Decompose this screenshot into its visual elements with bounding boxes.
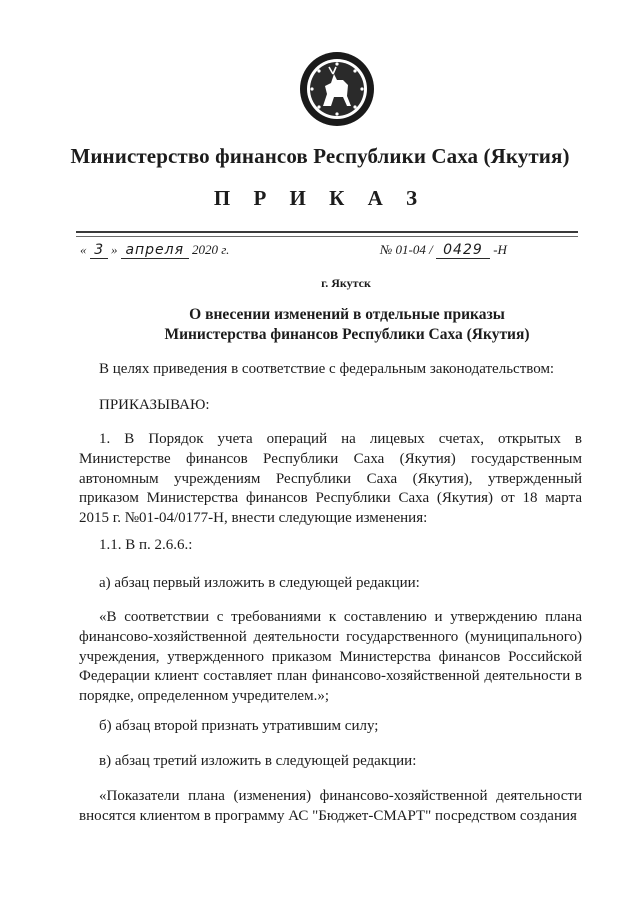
header-rule bbox=[76, 231, 578, 233]
paragraph-item-1-1: 1.1. В п. 2.6.6.: bbox=[99, 537, 193, 553]
paragraph-goal: В целях приведения в соответствие с федеральным законодательством: bbox=[99, 361, 555, 377]
date-day: 3 bbox=[90, 242, 108, 259]
date-mid-quote: » bbox=[111, 242, 118, 257]
paragraph-quote-1: «В соответствии с требованиями к составлению и утверждению плана финансово-хозяйственной деятельности государственного (муниципального) учреждения, утвержденного приказом Министерства финансов Российской Федерации клиент составляет план финансово-хозяйственной деятельности в порядке, определенном учредителем.»; bbox=[79, 609, 582, 705]
coat-of-arms-emblem-icon bbox=[298, 50, 376, 128]
order-subject bbox=[0, 305, 640, 345]
paragraph-item-v: в) абзац третий изложить в следующей редакции: bbox=[99, 753, 417, 769]
document-type-title: П Р И К А З bbox=[213, 186, 427, 210]
ministry-name: Министерство финансов Республики Саха (Якутия) bbox=[70, 144, 570, 168]
paragraph-item-a: а) абзац первый изложить в следующей редакции: bbox=[99, 575, 420, 591]
paragraph-order-word: ПРИКАЗЫВАЮ: bbox=[99, 397, 210, 413]
paragraph-quote-2: «Показатели плана (изменения) финансово-хозяйственной деятельности вносятся клиентом в программу АС "Бюджет-СМАРТ" посредством создания bbox=[79, 788, 582, 824]
header-rule-thin bbox=[76, 236, 578, 237]
city-name: г. Якутск bbox=[321, 276, 371, 290]
subject-line-1: О внесении изменений в отдельные приказы bbox=[189, 306, 505, 323]
number-suffix: -Н bbox=[493, 242, 507, 257]
date-month: апреля bbox=[121, 242, 189, 259]
number-prefix: № 01-04 / bbox=[380, 242, 433, 257]
date-open-quote: « bbox=[80, 242, 87, 257]
date-year: 2020 г. bbox=[192, 242, 230, 257]
order-number bbox=[380, 242, 507, 259]
paragraph-item-1: 1. В Порядок учета операций на лицевых счетах, открытых в Министерстве финансов Республики Саха (Якутия) государственным автономным учреждениям Республики Саха (Якутия), утвержденный приказом Министерства финансов Республики Саха (Якутия) от 18 марта 2015 г. №01-04/0177-Н, внести следующие изменения: bbox=[79, 431, 582, 527]
order-date bbox=[80, 242, 229, 259]
subject-line-2: Министерства финансов Республики Саха (Якутия) bbox=[164, 326, 530, 343]
number-value: 0429 bbox=[436, 242, 490, 259]
paragraph-item-b: б) абзац второй признать утратившим силу; bbox=[99, 718, 379, 734]
